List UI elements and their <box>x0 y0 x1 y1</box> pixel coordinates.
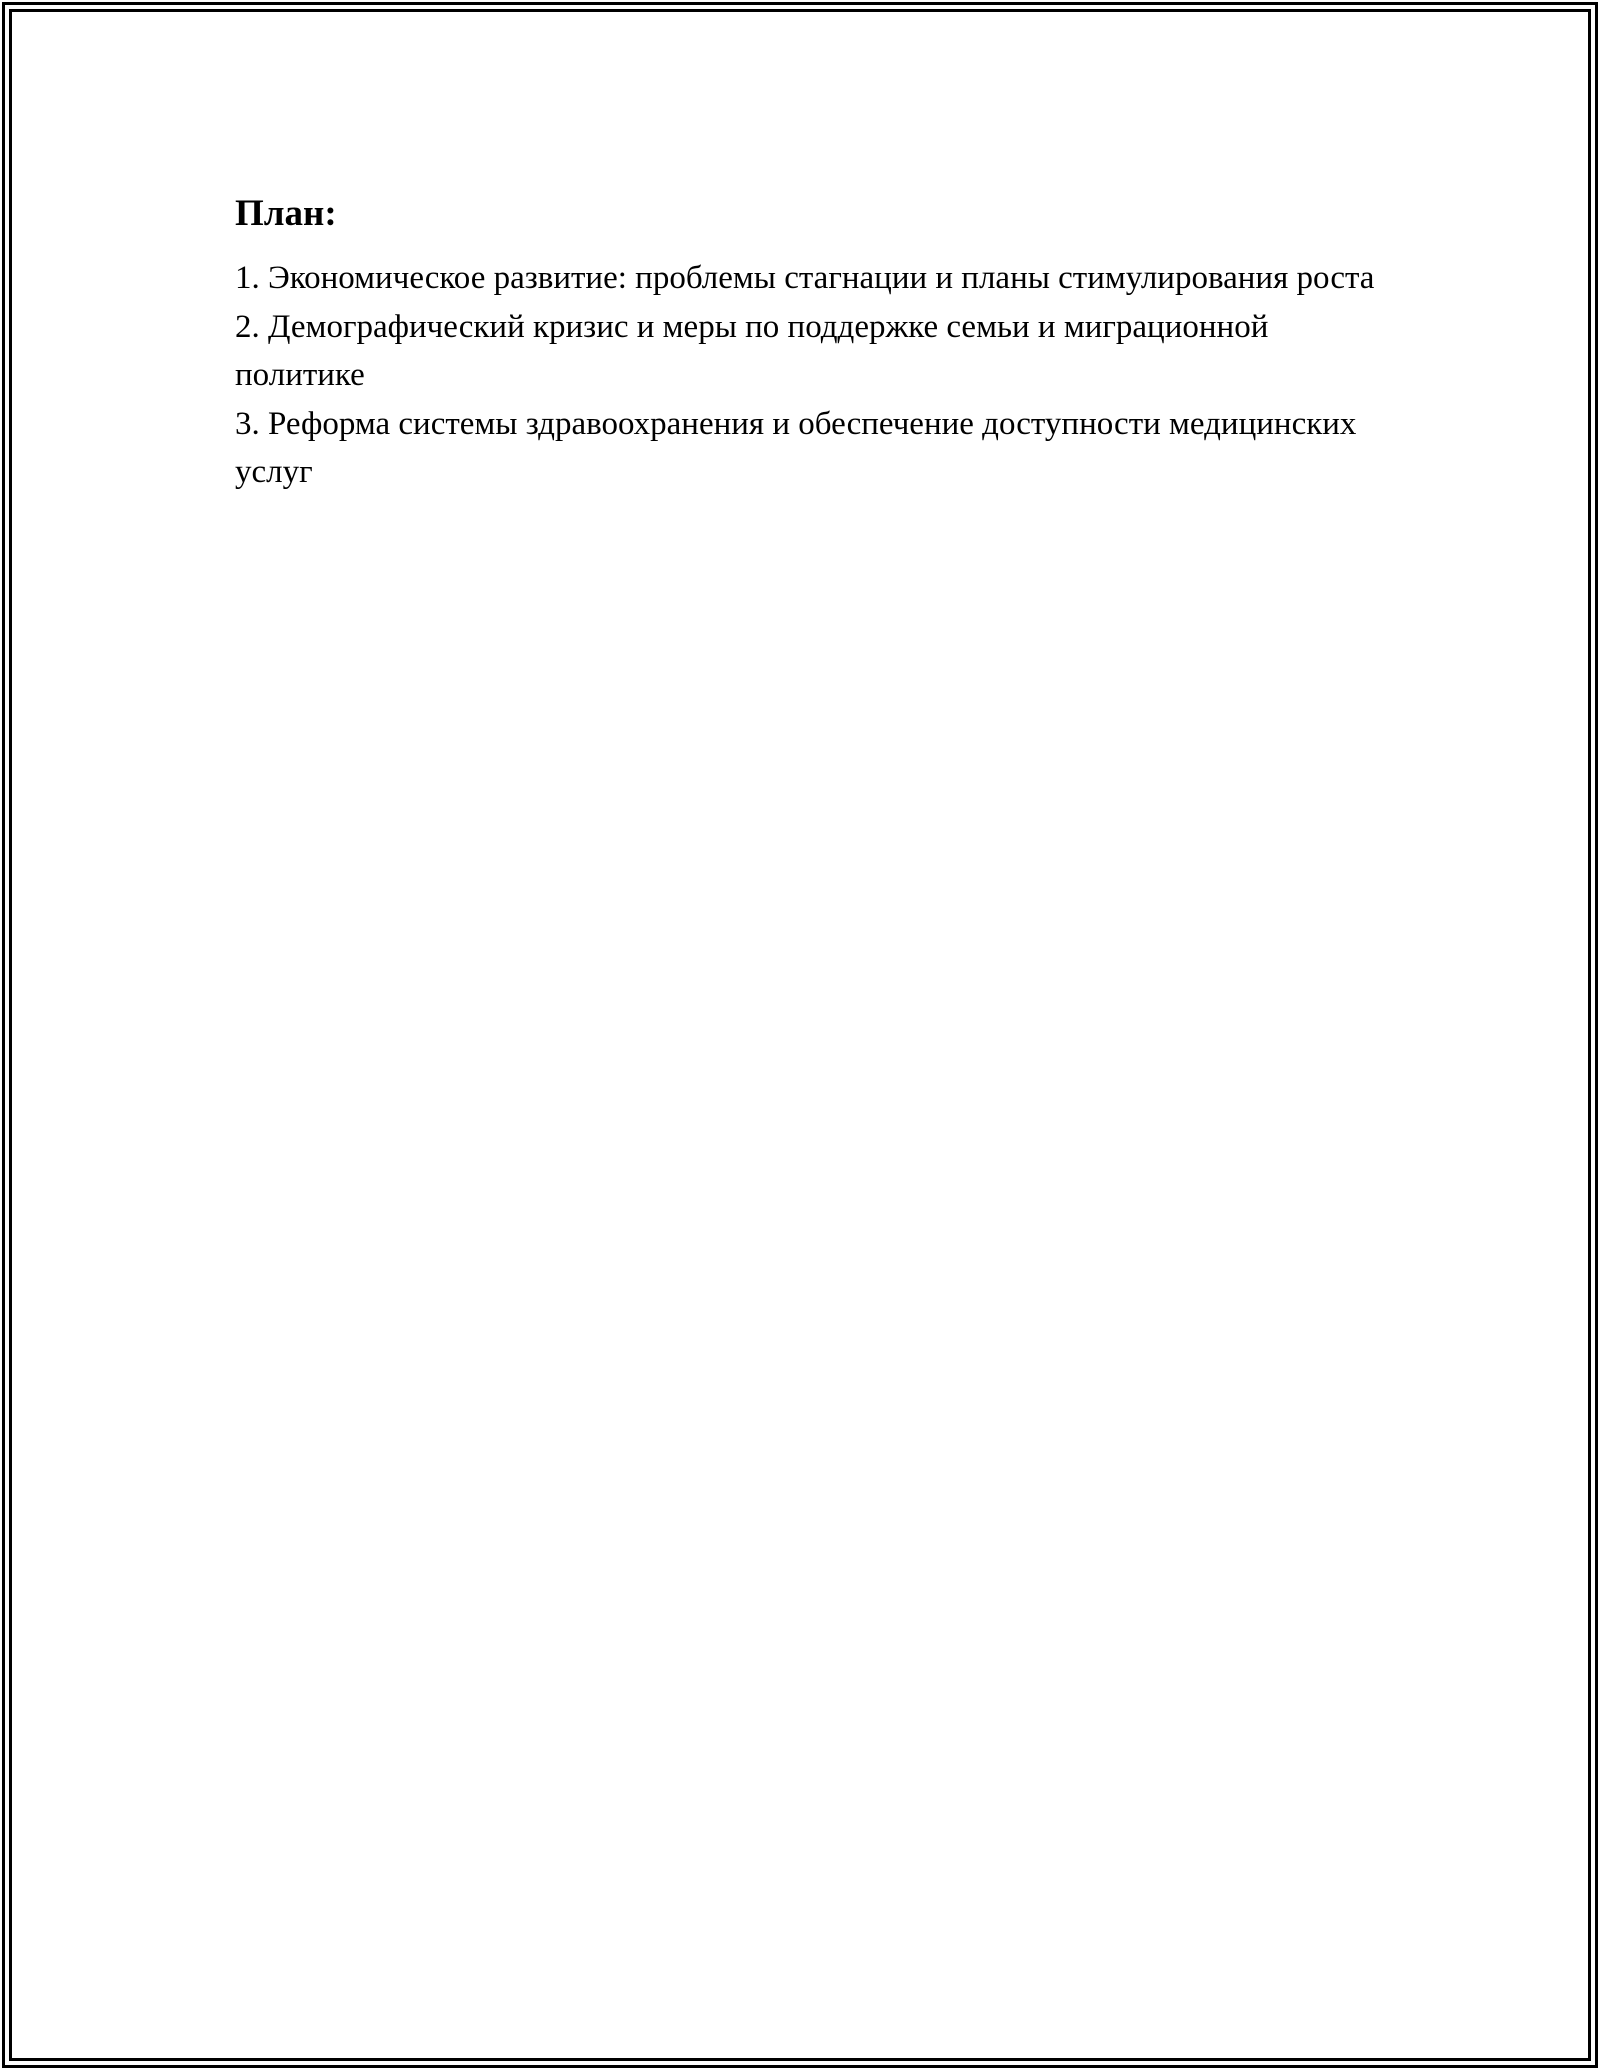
plan-list <box>235 254 1385 497</box>
plan-item-demography: 2. Демографический кризис и меры по поддержке семьи и миграционной политике <box>235 308 1269 393</box>
plan-heading: План: <box>235 193 337 234</box>
plan-item-economy: 1. Экономическое развитие: проблемы стагнации и планы стимулирования роста <box>235 260 1375 296</box>
page-content <box>235 186 1385 497</box>
plan-item-healthcare: 3. Реформа системы здравоохранения и обеспечение доступности медицинских услуг <box>235 405 1357 490</box>
